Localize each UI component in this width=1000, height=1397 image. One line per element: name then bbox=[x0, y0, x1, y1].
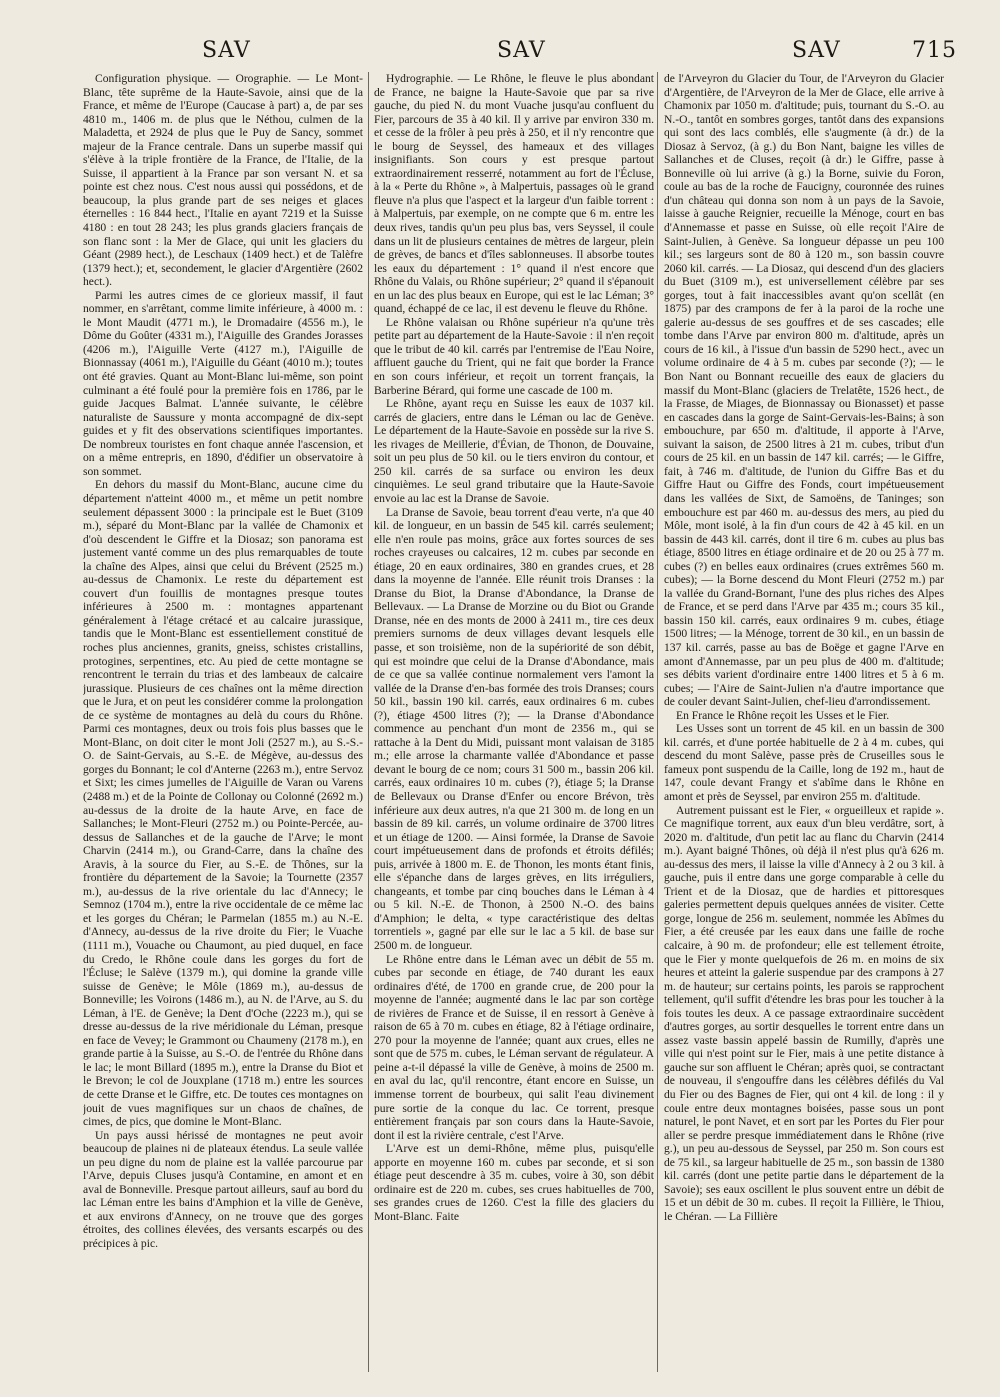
paragraph: Autrement puissant est le Fier, « orgueilleux et rapide ». Ce magnifique torrent, aux eaux d'un bleu verdâtre, sort, à 2020 m. d'altitude, d'un petit lac au flanc du Charvin (2414 m.). Ayant baigné Thônes, où déjà il n'est plus qu'à 626 m. au-dessus des mers, il laisse la ville d'Annecy à 2 ou 3 kil. à gauche, puis il entre dans une gorge comparable à celle du Trient et de la Diosaz, que de hardies et pittoresques galeries permettent depuis quelques années de visiter. Cette gorge, longue de 256 m. seulement, nommée les Abîmes du Fier, a été creusée par les eaux dans une faille de roche calcaire, à 90 m. de profondeur; elle est tellement étroite, que le Fier y monte quelquefois de 26 m. en moins de six heures et atteint la galerie suspendue par des crampons à 27 m. de hauteur; sur certains points, les parois se rapprochent tellement, qu'il suffit d'étendre les bras pour les toucher à la fois toutes les deux. A ce passage extraordinaire succèdent d'autres gorges, au sortir desquelles le torrent entre dans un assez vaste bassin appelé bassin de Rumilly, d'après une ville qui n'est point sur le Fier, mais à une petite distance à gauche sur son affluent le Chéran; après quoi, se contractant de nouveau, il s'engouffre dans les célèbres défilés du Val du Fier ou des Bagnes de Fier, qui ont 4 kil. de long : il y coule entre deux montagnes boisées, passe sous un pont naturel, le pont Navet, et en sort par les Portes du Fier pour aller se perdre presque immédiatement dans le Rhône (rive g.), un peu au-dessous de Seyssel, par 250 m. Son cours est de 75 kil., sa largeur habituelle de 25 m., son bassin de 1380 kil. carrés (dont une petite partie dans le département de la Savoie); ses eaux oscillent le plus souvent entre un débit de 15 et un débit de 30 m. cubes. Il reçoit la Fillière, le Thiou, le Chéran. — La Fillière bbox=[664, 803, 944, 1223]
paragraph: La Dranse de Savoie, beau torrent d'eau verte, n'a que 40 kil. de longueur, en un bassin de 545 kil. carrés seulement; elle n'en roule pas moins, grâce aux fortes sources de ses roches crayeuses ou calcaires, 12 m. cubes par seconde en étiage, 20 en eaux ordinaires, 380 en grandes crues, et 28 dans la moyenne de l'année. Elle réunit trois Dranses : la Dranse du Biot, la Dranse d'Abondance, la Dranse de Bellevaux. — La Dranse de Morzine ou du Biot ou Grande Dranse, née en des monts de 2000 à 2411 m., tire ces deux premiers surnoms de deux villages devant lesquels elle passe, et son troisième, non de la supériorité de son débit, qui est moindre que celui de la Dranse d'Abondance, mais de ce que sa vallée continue normalement vers l'amont la vallée de la Dranse d'en-bas formée des trois Dranses; cours 50 kil., bassin 190 kil. carrés, eaux ordinaires 6 m. cubes (?), étiage 4500 litres (?); — la Dranse d'Abondance commence au penchant d'un mont de 2356 m., qui se rattache à la Dent du Midi, puissant mont valaisan de 3185 m.; elle arrose la charmante vallée d'Abondance et passe devant le bourg de ce nom; cours 31 500 m., bassin 206 kil. carrés, eaux ordinaires 10 m. cubes (?), étiage 5; la Dranse de Bellevaux ou Dranse d'Enfer ou encore Brévon, très inférieure aux deux autres, n'a que 21 300 m. de long en un bassin de 89 kil. carrés, un volume ordinaire de 3700 litres et un étiage de 1200. — Ainsi formée, la Dranse de Savoie court impétueusement dans de profonds et étroits défilés; puis, arrivée à 1800 m. E. de Thonon, les monts étant finis, elle s'épanche dans de larges grèves, en lits irréguliers, changeants, et tombe par cinq bouches dans le Léman à 4 ou 5 kil. N.-E. de Thonon, à 2500 N.-O. des bains d'Amphion; le delta, « type caractéristique des deltas torrentiels », gagné par elle sur le lac a 5 kil. de base sur 2500 m. de longueur. bbox=[374, 505, 654, 952]
paragraph: Le Rhône, ayant reçu en Suisse les eaux de 1037 kil. carrés de glaciers, entre dans le Léman ou lac de Genève. Le département de la Haute-Savoie en possède sur la rive S. les rivages de Meillerie, d'Évian, de Thonon, de Douvaine, soit un peu plus de 50 kil. ou le tiers environ du contour, et 250 kil. carrés de sa surface ou environ les deux cinquièmes. Le seul grand tributaire que la Haute-Savoie envoie au lac est la Dranse de Savoie. bbox=[374, 397, 654, 505]
paragraph: Hydrographie. — Le Rhône, le fleuve le plus abondant de France, ne baigne la Haute-Savoie que par sa rive gauche, du pied N. du mont Vuache jusqu'au confluent du Fier, parcours de 35 à 40 kil. Il y arrive par environ 330 m. et cesse de la frôler à peu près à 250, et il n'y rencontre que le bourg de Seyssel, des hameaux et des villages insignifiants. Son cours y est presque partout extraordinairement resserré, notamment au fort de l'Écluse, à la « Perte du Rhône », à Malpertuis, passages où le grand fleuve n'a plus que l'aspect et la largeur d'un faible torrent : à Malpertuis, par exemple, on ne compte que 6 m. entre les deux rives, tandis qu'un peu plus bas, vers Seyssel, il coule dans un lit de plusieurs centaines de mètres de largeur, plein de grèves, de bancs et d'îles sablonneuses. Il absorbe toutes les eaux du département : 1° quand il n'est encore que Rhône du Valais, ou Rhône supérieur; 2° quand il s'épanouit en un lac des plus beaux en Europe, qui est le lac Léman; 3° quand, échappé de ce lac, il est devenu le fleuve du Rhône. bbox=[374, 72, 654, 316]
running-head-left: SAV bbox=[202, 38, 251, 63]
paragraph: Le Rhône entre dans le Léman avec un débit de 55 m. cubes par seconde en étiage, de 740 durant les eaux ordinaires d'été, de 1700 en grande crue, de 200 pour la moyenne de l'année; augmenté dans le lac par son cortège de rivières de France et de Suisse, il en ressort à Genève à raison de 65 à 70 m. cubes en étiage, 82 à l'étiage ordinaire, 270 pour la moyenne de l'année; quant aux crues, elles ne sont que de 575 m. cubes, le Léman servant de régulateur. A peine a-t-il dépassé la ville de Genève, à moins de 2500 m. en aval du lac, qu'il rencontre, étant encore en Suisse, un immense torrent de bourbeux, qui salit l'eau divinement pure sortie de la conque du lac. Ce torrent, presque entièrement français par son cours dans la Haute-Savoie, dont il est la rivière centrale, c'est l'Arve. bbox=[374, 952, 654, 1142]
running-head-center: SAV bbox=[497, 38, 546, 63]
paragraph: L'Arve est un demi-Rhône, même plus, puisqu'elle apporte en moyenne 160 m. cubes par seconde, et si son étiage peut descendre à 35 m. cubes, voire à 30, son débit ordinaire est de 220 m. cubes, ses crues habituelles de 700, ses grandes crues de 1260. C'est la fille des glaciers du Mont-Blanc. Faite bbox=[374, 1142, 654, 1223]
column-divider bbox=[368, 72, 369, 1372]
page-number: 715 bbox=[912, 38, 957, 63]
paragraph: Un pays aussi hérissé de montagnes ne peut avoir beaucoup de plaines ni de plateaux étendus. La seule vallée un peu digne du nom de plaine est la vallée parcourue par l'Arve, depuis Cluses jusqu'à Contamine, en amont et en aval de Bonneville. Presque partout ailleurs, sauf au bord du lac Léman entre les bains d'Amphion et la ville de Genève, et aux environs d'Annecy, on ne trouve que des gorges étroites, des collines élevées, des versants escarpés ou des précipices à pic. bbox=[83, 1128, 363, 1251]
paragraph: En France le Rhône reçoit les Usses et le Fier. bbox=[676, 708, 890, 722]
paragraph: Le Rhône valaisan ou Rhône supérieur n'a qu'une très petite part au département de la Haute-Savoie : il n'en reçoit que le tribut de 40 kil. carrés par l'entremise de l'Eau Noire, affluent gauche du Trient, qui ne fait que border la France en son cours inférieur, et reçoit un torrent français, la Barberine Bérard, qui forme une cascade de 100 m. bbox=[374, 315, 654, 397]
running-head-right: SAV bbox=[792, 38, 841, 63]
paragraph: En dehors du massif du Mont-Blanc, aucune cime du département n'atteint 4000 m., et même un petit nombre seulement dépassent 3000 : la principale est le Buet (3109 m.), séparé du Mont-Blanc par la vallée de Chamonix et d'où descendent le Giffre et la Diosaz; son panorama est justement vanté comme un des plus remarquables de toute la chaîne des Alpes, ainsi que celui du Brévent (2525 m.) au-dessus de Chamonix. Le reste du département est couvert d'un fouillis de montagnes presque toutes inférieures à 2500 m. : montagnes appartenant généralement à l'étage crétacé et au calcaire jurassique, tandis que le Mont-Blanc est essentiellement constitué de roches plus anciennes, granits, gneiss, schistes cristallins, protogines, serpentines, etc. Au pied de cette montagne se rencontrent le terrain du trias et des lambeaux de calcaire jurassique. Plusieurs de ces chaînes ont la même direction que le Jura, et on peut les considérer comme la prolongation de ce système de montagnes au delà du cours du Rhône. Parmi ces montagnes, deux ou trois fois plus basses que le Mont-Blanc, on doit citer le mont Joli (2527 m.), au S.-S.-O. de Saint-Gervais, au S.-E. de Mégève, au-dessus des gorges du Bonnant; le col d'Anterne (2263 m.), entre Servoz et Sixt; les cimes jumelles de l'Aiguille de Varan ou Varens (2488 m.) et de la Pointe de Collonay ou Colonné (2692 m.) au-dessus de la droite de la haute Arve, en face de Sallanches; le Mont-Fleuri (2752 m.) ou Pointe-Percée, au-dessus de Sallanches et de la gauche de l'Arve; le mont Charvin (2414 m.), ou Grand-Carre, dans la chaîne des Aravis, à la source du Fier, au S.-E. de Thônes, sur la frontière du département de la Savoie; la Tournette (2357 m.), au-dessus de la rive orientale du lac d'Annecy; le Semnoz (1704 m.), entre la rive occidentale de ce même lac et les gorges du Chéran; le Parmelan (1855 m.) au N.-E. d'Annecy, au-dessus de la rive droite du Fier; le Vuache (1111 m.), Vouache ou Chaumont, au pied duquel, en face du Credo, le Rhône coule dans les gorges du fort de l'Écluse; le Salève (1379 m.), qui domine la grande ville suisse de Genève; le Môle (1869 m.), au-dessus de Bonneville; les Voirons (1486 m.), au N. de l'Arve, au S. du Léman, à l'E. de Genève; la Dent d'Oche (2223 m.), qui se dresse au-dessus de la rive méridionale du Léman, presque en face de Vevey; le Grammont ou Chaumeny (2178 m.), en grande partie à la Suisse, au S.-O. de l'entrée du Rhône dans le lac; le mont Billard (1895 m.), entre la Dranse du Biot et le Brevon; le col de Jouxplane (1718 m.) entre les sources de cette Dranse et le Giffre, etc. De toutes ces montagnes on jouit de vues magnifiques sur un chaos de chaînes, de cimes, de pics, que domine le Mont-Blanc. bbox=[83, 478, 363, 1129]
text-column-2 bbox=[374, 72, 654, 1372]
paragraph: Les Usses sont un torrent de 45 kil. en un bassin de 300 kil. carrés, et d'une portée habituelle de 2 à 4 m. cubes, qui descend du mont Salève, passe près de Cruseilles sous le fameux pont suspendu de la Caille, long de 192 m., haut de 147, coule devant Frangy et s'abîme dans le Rhône en amont et près de Seyssel, par environ 255 m. d'altitude. bbox=[664, 722, 944, 803]
text-column-3 bbox=[664, 72, 944, 1372]
column-divider bbox=[657, 72, 658, 1372]
paragraph: de l'Arveyron du Glacier du Tour, de l'Arveyron du Glacier d'Argentière, de l'Arveyron de la Mer de Glace, elle arrive à Chamonix par 1050 m. d'altitude; puis, tournant du S.-O. au N.-O., tantôt en sombres gorges, tantôt dans des expansions qui sont des lacs comblés, elle s'augmente (à dr.) de la Diosaz à Servoz, (à g.) du Bon Nant, baigne les villes de Sallanches et de Cluses, reçoit (à dr.) le Giffre, passe à Bonneville où lui arrive (à g.) la Borne, suivie du Foron, coule au bas de la roche de Faucigny, couronnée des ruines d'un château qui donna son nom à un pays de la Savoie, laisse à gauche Reignier, recueille la Ménoge, court en bas d'Annemasse et passe en Suisse, où elle reçoit l'Aire de Saint-Julien, à Genève. Sa longueur dépasse un peu 100 kil.; ses largeurs sont de 80 à 120 m., son bassin couvre 2060 kil. carrés. — La Diosaz, qui descend d'un des glaciers du Buet (3109 m.), est universellement célèbre par ses gorges, tout à fait inaccessibles avant qu'on scellât (en 1875) par des crampons de fer à la paroi de la roche une galerie au-dessus de ses gouffres et de ses cascades; elle tombe dans l'Arve par environ 800 m. d'altitude, après un cours de 16 kil., à l'issue d'un bassin de 5290 hect., avec un volume ordinaire de 4 à 5 m. cubes par seconde (?); — le Bon Nant ou Bonnant recueille des eaux de glaciers du massif du Mont-Blanc (glaciers de Trelatête, 1526 hect., de la Frasse, de Miages, de Bionnassay ou Bionasset) et passe en cascades dans la gorge de Saint-Gervais-les-Bains; à son embouchure, par 650 m. d'altitude, il apporte à l'Arve, suivant la saison, de 2500 litres à 21 m. cubes, tribut d'un cours de 25 kil. en un bassin de 147 kil. carrés; — le Giffre, fait, à 746 m. d'altitude, de l'union du Giffre Bas et du Giffre Haut ou Giffre des Fonds, court impétueusement dans les vallées de Sixt, de Samoëns, de Taninges; son embouchure est par 460 m. au-dessus des mers, au pied du Môle, mont isolé, à la fin d'un cours de 42 à 45 kil. en un bassin de 443 kil. carrés, dont il tire 6 m. cubes au plus bas étiage, 8500 litres en étiage ordinaire et de 20 ou 25 à 77 m. cubes (?) en belles eaux ordinaires (crues extrêmes 560 m. cubes); — la Borne descend du Mont Fleuri (2752 m.) par la vallée du Grand-Bornant, l'une des plus riches des Alpes de France, et se perd dans l'Arve par 435 m.; cours 35 kil., bassin 150 kil. carrés, eaux ordinaires 9 m. cubes, étiage 1500 litres; — la Ménoge, torrent de 30 kil., en un bassin de 137 kil. carrés, passe au bas de Boëge et gagne l'Arve en amont d'Annemasse, par un peu plus de 400 m. d'altitude; ses débits varient d'ordinaire entre 1400 litres et 5 à 6 m. cubes; — l'Aire de Saint-Julien n'a d'autre importance que de couler devant Saint-Julien, chef-lieu d'arrondissement. bbox=[664, 72, 944, 709]
paragraph: Parmi les autres cimes de ce glorieux massif, il faut nommer, en s'arrêtant, comme limite inférieure, à 4000 m. : le Mont Maudit (4771 m.), le Dromadaire (4556 m.), le Dôme du Goûter (4331 m.), l'Aiguille des Grandes Jorasses (4206 m.), l'Aiguille Verte (4127 m.), l'Aiguille de Bionnassay (4061 m.), l'Aiguille du Géant (4010 m.); toutes ont été gravies. Quant au Mont-Blanc lui-même, son point culminant a été foulé pour la première fois en 1786, par le guide Jacques Balmat. L'année suivante, le célèbre naturaliste de Saussure y monta accompagné de dix-sept guides et y fit des observations scientifiques importantes. De nombreux touristes en font chaque année l'ascension, et on a même entrepris, en 1890, d'édifier un observatoire à son sommet. bbox=[83, 288, 363, 478]
paragraph: Configuration physique. — Orographie. — Le Mont-Blanc, tête suprême de la Haute-Savoie, ainsi que de la France, et même de l'Europe (Caucase à part) a, de par ses 4810 m., 1406 m. de plus que le Néthou, culmen de la Maladetta, et 2924 de plus que le Puy de Sancy, sommet majeur de la France centrale. Dans un superbe massif qui s'élève à la triple frontière de la France, de l'Italie, de la Suisse, il appartient à la France par son versant N. et sa pointe est chez nous. C'est nous aussi qui possédons, et de beaucoup, la plus grande part de ses neiges et glaces éternelles : 16 844 hect., l'Italie en ayant 7219 et la Suisse 4180 : en tout 28 243; les plus grands glaciers français de son flanc sont : la Mer de Glace, qui unit les glaciers du Géant (2989 hect.), de Leschaux (1409 hect.) et de Talèfre (1379 hect.); et, secondement, le glacier d'Argentière (2602 hect.). bbox=[83, 72, 363, 289]
text-column-1 bbox=[83, 72, 363, 1372]
